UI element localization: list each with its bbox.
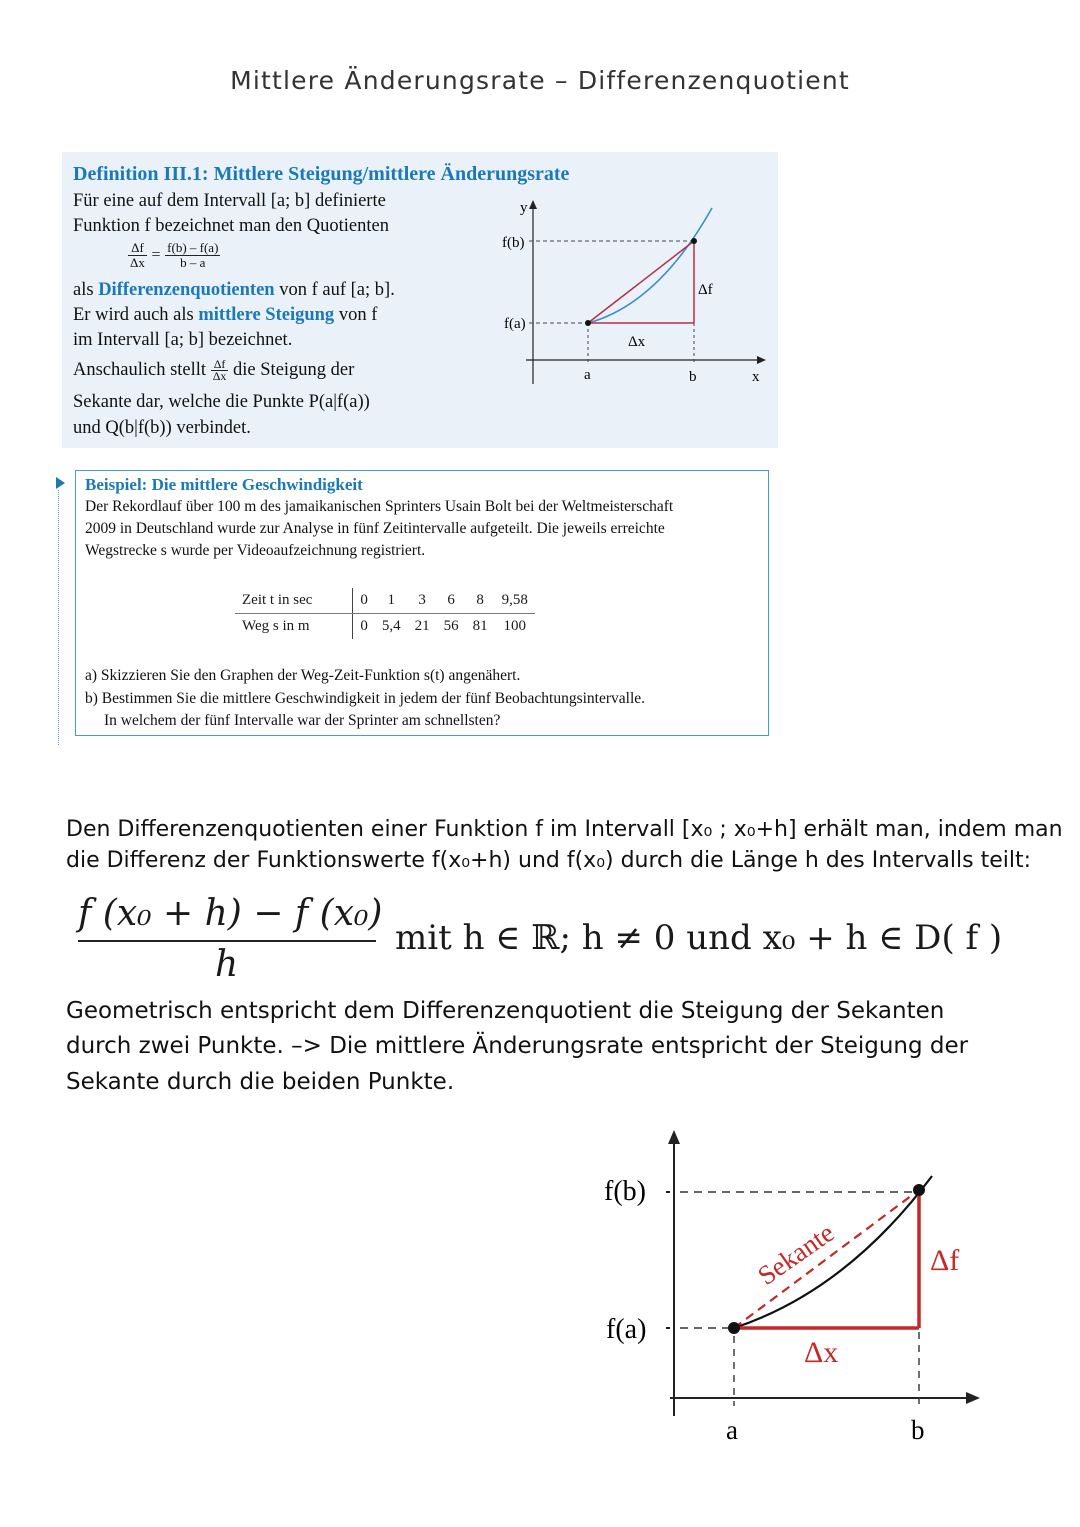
delta-f-label: Δf xyxy=(698,282,713,298)
table-row-label: Zeit t in sec xyxy=(235,588,353,614)
point-q xyxy=(691,238,697,244)
definition-line-7: Sekante dar, welche die Punkte P(a|f(a)) xyxy=(73,392,370,412)
table-cell: 6 xyxy=(437,588,466,614)
task-a: a) Skizzieren Sie den Graphen der Weg-Zeit-Funktion s(t) angenähert. xyxy=(85,667,521,684)
table-row-label: Weg s in m xyxy=(235,614,353,640)
example-heading: Beispiel: Die mittlere Geschwindigkeit xyxy=(85,475,363,494)
delta-x-label: Δx xyxy=(628,334,646,350)
table-cell: 1 xyxy=(375,588,408,614)
table-cell: 0 xyxy=(353,588,375,614)
fa-label: f(a) xyxy=(504,316,526,332)
margin-marker-line xyxy=(58,490,59,745)
text-paragraph-1-line-1: Den Differenzenquotienten einer Funktion f im Intervall [x₀ ; x₀+h] erhält man, indem man xyxy=(66,817,1063,842)
data-table xyxy=(235,588,535,639)
b-tick-label: b xyxy=(689,369,697,385)
table-row xyxy=(235,588,535,614)
b-tick-label: b xyxy=(911,1415,925,1445)
definition-formula: $\frac{\Delta f}{\Delta x}$ = $\frac{f(b) - f(a)}{b - a}$ xyxy=(130,240,219,270)
definition-line-5: im Intervall [a; b] bezeichnet. xyxy=(73,330,293,350)
point-p xyxy=(585,320,591,326)
task-b: b) Bestimmen Sie die mittlere Geschwindigkeit in jedem der fünf Beobachtungsintervalle. xyxy=(85,690,646,707)
definition-line-1: Für eine auf dem Intervall [a; b] definierte xyxy=(73,191,386,211)
table-cell: 3 xyxy=(408,588,437,614)
example-line-1: Der Rekordlauf über 100 m des jamaikanischen Sprinters Usain Bolt bei der Weltmeisterschaft xyxy=(85,498,674,515)
secant-label: Sekante xyxy=(752,1217,840,1291)
example-line-2: 2009 in Deutschland wurde zur Analyse in fünf Zeitintervalle aufgeteilt. Die jeweils erreichte xyxy=(85,520,665,537)
secant-line xyxy=(588,241,694,323)
x-axis-arrow xyxy=(966,1392,980,1404)
y-axis-arrow xyxy=(668,1130,680,1144)
definition-heading: Definition III.1: Mittlere Steigung/mittlere Änderungsrate xyxy=(73,163,570,185)
secant-graph-small xyxy=(498,194,773,394)
table-cell: 56 xyxy=(443,618,459,634)
example-line-3: Wegstrecke s wurde per Videoaufzeichnung registriert. xyxy=(85,542,426,559)
text-paragraph-2-line-3: Sekante durch die beiden Punkte. xyxy=(66,1069,455,1095)
a-tick-label: a xyxy=(726,1415,738,1445)
x-axis-label: x xyxy=(752,369,760,385)
point-b xyxy=(913,1184,925,1196)
text-paragraph-2-line-2: durch zwei Punkte. –> Die mittlere Änderungsrate entspricht der Steigung der xyxy=(66,1033,969,1059)
task-b-continued: In welchem der fünf Intervalle war der Sprinter am schnellsten? xyxy=(104,712,501,729)
definition-line-2: Funktion f bezeichnet man den Quotienten xyxy=(73,216,389,236)
fraction-fb-fa: $\frac{f(b) - f(a)}{b - a}$ xyxy=(167,240,219,270)
table-cell: 100 xyxy=(503,618,527,634)
example-marker-icon xyxy=(56,477,65,489)
x-axis-arrow xyxy=(757,356,766,364)
table-cell: 21 xyxy=(414,618,430,634)
formula-fraction-bar xyxy=(78,940,376,942)
fb-label: f(b) xyxy=(502,235,525,251)
definition-line-6: Anschaulich stellt $\frac{\Delta f}{\Delta x}$ die Steigung der xyxy=(73,357,355,383)
formula-numerator: f (x₀ + h) − f (x₀) xyxy=(78,893,383,934)
text-paragraph-1-line-2: die Differenz der Funktionswerte f(x₀+h) und f(x₀) durch die Länge h des Intervalls teilt: xyxy=(66,848,1032,873)
definition-line-4: Er wird auch als mittlere Steigung von f xyxy=(73,305,378,325)
text-paragraph-2-line-1: Geometrisch entspricht dem Differenzenquotient die Steigung der Sekanten xyxy=(66,998,945,1024)
table-cell: 9,58 xyxy=(495,588,535,614)
definition-line-8: und Q(b|f(b)) verbindet. xyxy=(73,418,251,438)
secant-graph-large xyxy=(596,1126,996,1456)
table-cell: 81 xyxy=(472,618,488,634)
delta-x-label: Δx xyxy=(804,1336,839,1369)
formula-condition: mit h ∈ ℝ; h ≠ 0 und x₀ + h ∈ D( f ) xyxy=(395,918,1003,958)
delta-f-label: Δf xyxy=(930,1244,960,1277)
y-axis-label: y xyxy=(520,200,528,216)
page-title: Mittlere Änderungsrate – Differenzenquotient xyxy=(230,66,850,95)
table-cell: 5,4 xyxy=(381,618,401,634)
definition-line-3: als Differenzenquotienten von f auf [a; b]. xyxy=(73,280,395,300)
table-cell: 0 xyxy=(360,618,368,634)
point-a xyxy=(728,1322,740,1334)
table-row xyxy=(235,614,535,640)
a-tick-label: a xyxy=(584,367,591,383)
fraction-df-dx: $\frac{\Delta f}{\Delta x}$ xyxy=(130,240,145,270)
fa-label: f(a) xyxy=(606,1314,647,1345)
table-cell: 8 xyxy=(466,588,495,614)
fb-label: f(b) xyxy=(604,1176,646,1207)
formula-denominator: h xyxy=(215,944,239,985)
y-axis-arrow xyxy=(529,200,537,209)
